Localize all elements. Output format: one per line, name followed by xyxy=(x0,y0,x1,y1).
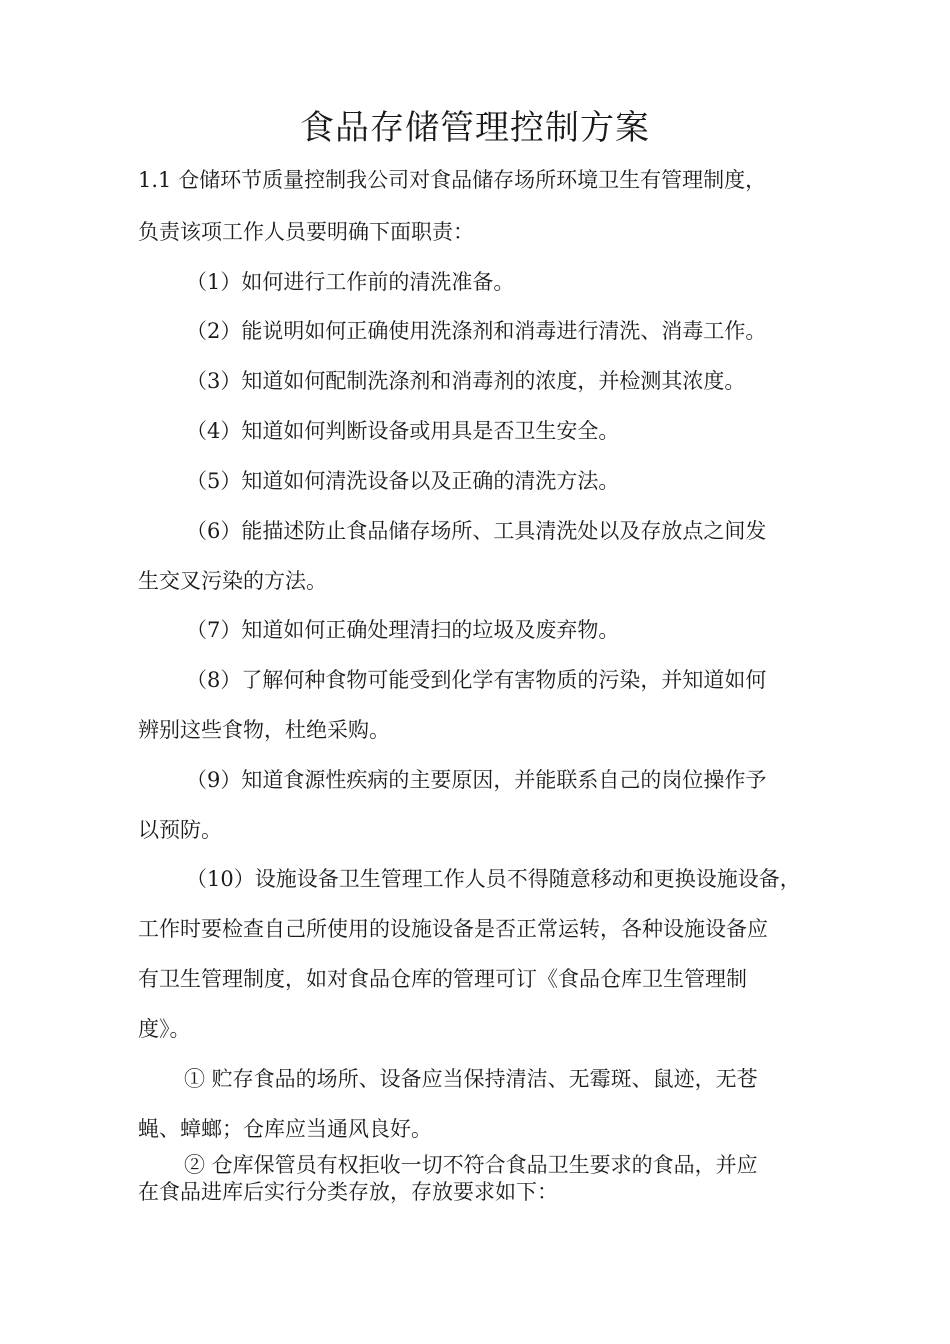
list-item-10: （10）设施设备卫生管理工作人员不得随意移动和更换设施设备， xyxy=(186,867,801,891)
paragraph-line: 负责该项工作人员要明确下面职责： xyxy=(138,220,474,244)
list-item-10-cont: 有卫生管理制度，如对食品仓库的管理可订《食品仓库卫生管理制 xyxy=(138,967,747,991)
list-item-6-cont: 生交叉污染的方法。 xyxy=(138,569,327,593)
sub-item-2-cont: 在食品进库后实行分类存放，存放要求如下： xyxy=(138,1180,558,1204)
list-item-9-cont: 以预防。 xyxy=(138,818,222,842)
list-item-6: （6）能描述防止食品储存场所、工具清洗处以及存放点之间发 xyxy=(186,519,767,543)
sub-item-1: ① 贮存食品的场所、设备应当保持清洁、无霉斑、鼠迹，无苍 xyxy=(184,1067,758,1091)
list-item-1: （1）如何进行工作前的清洗准备。 xyxy=(186,270,515,294)
list-item-8-cont: 辨别这些食物，杜绝采购。 xyxy=(138,718,390,742)
list-item-4: （4）知道如何判断设备或用具是否卫生安全。 xyxy=(186,419,620,443)
list-item-10-cont: 度》。 xyxy=(138,1017,191,1041)
list-item-7: （7）知道如何正确处理清扫的垃圾及废弃物。 xyxy=(186,618,620,642)
list-item-2: （2）能说明如何正确使用洗涤剂和消毒进行清洗、消毒工作。 xyxy=(186,319,767,343)
document-title: 食品存储管理控制方案 xyxy=(300,108,650,148)
list-item-8: （8）了解何种食物可能受到化学有害物质的污染，并知道如何 xyxy=(186,668,767,692)
list-item-5: （5）知道如何清洗设备以及正确的清洗方法。 xyxy=(186,469,620,493)
list-item-3: （3）知道如何配制洗涤剂和消毒剂的浓度，并检测其浓度。 xyxy=(186,369,746,393)
paragraph-line: 1.1 仓储环节质量控制我公司对食品储存场所环境卫生有管理制度， xyxy=(138,168,767,192)
list-item-9: （9）知道食源性疾病的主要原因，并能联系自己的岗位操作予 xyxy=(186,768,767,792)
list-item-10-cont: 工作时要检查自己所使用的设施设备是否正常运转，各种设施设备应 xyxy=(138,917,768,941)
sub-item-2: ② 仓库保管员有权拒收一切不符合食品卫生要求的食品，并应 xyxy=(184,1153,758,1177)
sub-item-1-cont: 蝇、蟑螂；仓库应当通风良好。 xyxy=(138,1117,432,1141)
